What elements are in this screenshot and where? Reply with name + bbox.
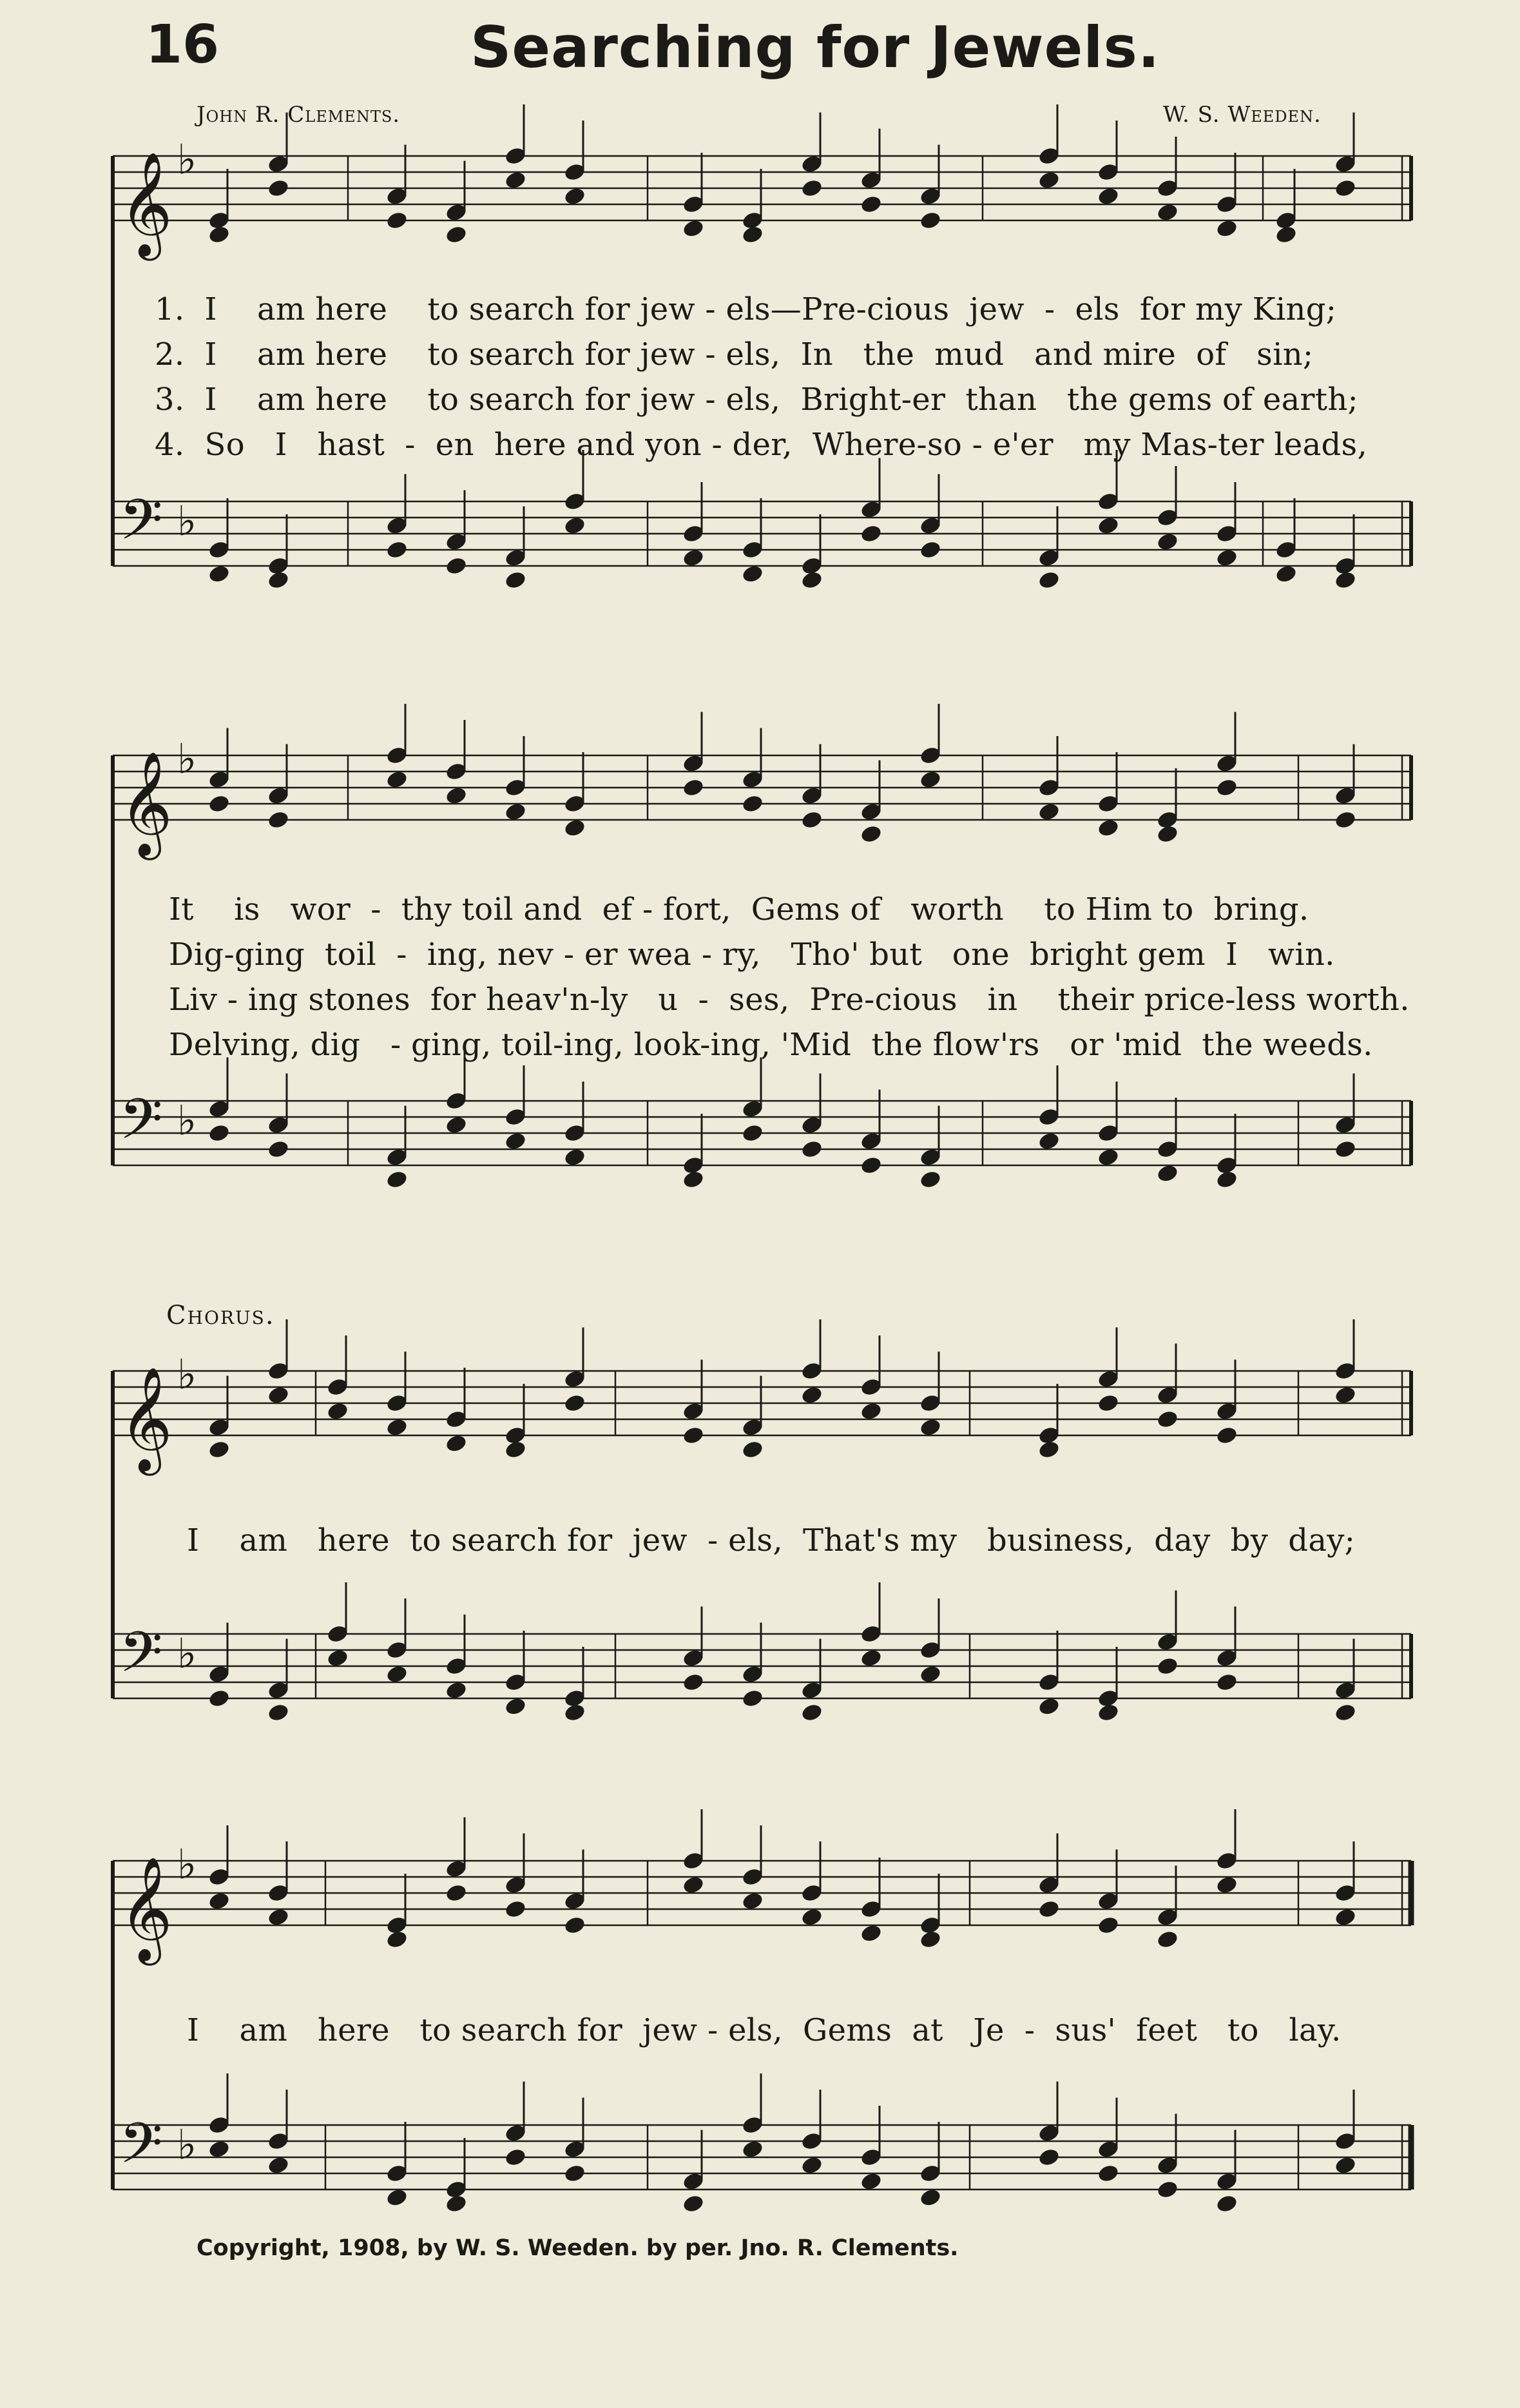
note-head <box>1334 810 1357 830</box>
note-head <box>860 523 883 544</box>
note-head <box>563 1393 586 1413</box>
note-head <box>504 170 527 191</box>
note-head <box>1037 802 1061 822</box>
note-head <box>207 564 231 585</box>
note-head <box>1037 1439 1061 1460</box>
note-head <box>267 1385 290 1406</box>
note-head <box>1215 1875 1238 1896</box>
chorus-label: Chorus. <box>166 1301 275 1330</box>
note-head <box>741 793 764 814</box>
note-head <box>1156 2179 1179 2200</box>
copyright-notice: Copyright, 1908, by W. S. Weeden. by per. Jno. R. Clements. <box>197 2235 959 2261</box>
note-head <box>919 770 942 790</box>
note-head <box>860 2171 883 2192</box>
note-head <box>385 539 409 560</box>
page-number: 16 <box>146 14 220 75</box>
note-head <box>267 1907 290 1928</box>
flat-key-signature-icon: ♭ <box>177 1351 197 1399</box>
note-head <box>385 210 409 231</box>
treble-clef-icon: 𝄞 <box>119 151 173 257</box>
note-head <box>326 1401 349 1422</box>
note-head <box>385 1417 409 1438</box>
note-head <box>445 1883 468 1903</box>
note-head <box>563 1702 586 1723</box>
bass-clef-icon: 𝄢 <box>119 487 163 566</box>
note-head <box>504 1696 527 1717</box>
treble-clef-icon: 𝄞 <box>119 1366 173 1471</box>
note-head <box>267 2155 290 2176</box>
note-head <box>445 2193 468 2214</box>
note-head <box>563 516 586 536</box>
note-head <box>207 1439 231 1460</box>
flat-key-signature-icon: ♭ <box>177 735 197 784</box>
note-head <box>1097 2163 1120 2184</box>
note-head <box>504 570 527 590</box>
note-head <box>1037 170 1061 191</box>
note-head <box>504 2147 527 2168</box>
author-credit: John R. Clements. <box>197 102 401 128</box>
note-head <box>1037 570 1061 590</box>
composer-credit: W. S. Weeden. <box>1163 102 1322 128</box>
note-head <box>682 1672 705 1693</box>
note-head <box>385 2188 409 2208</box>
note-head <box>1156 1163 1179 1184</box>
note-head <box>385 770 409 790</box>
note-head <box>1215 1672 1238 1693</box>
note-head <box>800 178 823 199</box>
note-head <box>1097 818 1120 839</box>
note-head <box>1215 777 1238 798</box>
note-head <box>207 1123 231 1143</box>
note-head <box>1334 1702 1357 1723</box>
note-head <box>1037 2147 1061 2168</box>
note-head <box>563 186 586 207</box>
note-head <box>741 2139 764 2160</box>
note-head <box>741 1688 764 1709</box>
note-head <box>1275 224 1298 245</box>
note-head <box>1334 570 1357 590</box>
note-head <box>563 2163 586 2184</box>
note-head <box>800 1139 823 1160</box>
note-head <box>741 224 764 245</box>
note-head <box>1334 2155 1357 2176</box>
flat-key-signature-icon: ♭ <box>177 1097 197 1145</box>
note-head <box>919 539 942 560</box>
note-head <box>267 810 290 830</box>
verse-line-a-2: 2. I am here to search for jew - els, In the mud and mire of sin; <box>155 336 1314 373</box>
note-head <box>504 1899 527 1919</box>
note-head <box>741 1123 764 1143</box>
note-head <box>800 1702 823 1723</box>
note-head <box>1215 1169 1238 1190</box>
note-head <box>860 1401 883 1422</box>
note-head <box>741 564 764 585</box>
flat-key-signature-icon: ♭ <box>177 136 197 184</box>
note-head <box>207 224 231 245</box>
hymn-title: Searching for Jewels. <box>470 14 1160 81</box>
note-head <box>1097 1147 1120 1168</box>
note-head <box>741 1439 764 1460</box>
note-head <box>682 1425 705 1446</box>
note-head <box>445 1680 468 1701</box>
note-head <box>1156 824 1179 844</box>
verse-line-b-3: Liv - ing stones for heav'n-ly u - ses, Pre-cious in their price-less worth. <box>169 982 1410 1018</box>
note-head <box>800 2155 823 2176</box>
bass-clef-icon: 𝄢 <box>119 2111 163 2190</box>
note-head <box>1097 1702 1120 1723</box>
note-head <box>1156 1929 1179 1950</box>
note-head <box>445 1433 468 1454</box>
flat-key-signature-icon: ♭ <box>177 1630 197 1678</box>
note-head <box>741 1891 764 1912</box>
note-head <box>860 1648 883 1669</box>
note-head <box>860 824 883 844</box>
note-head <box>207 1688 231 1709</box>
note-head <box>1275 564 1298 585</box>
verse-line-b-4: Delving, dig - ging, toil-ing, look-ing, 'Mid the flow'rs or 'mid the weeds. <box>169 1027 1373 1063</box>
chorus-lyric-2: I am here to search for jew - els, Gems at Je - sus' feet to lay. <box>187 2012 1342 2048</box>
note-head <box>1097 186 1120 207</box>
note-head <box>267 570 290 590</box>
note-head <box>682 1169 705 1190</box>
note-head <box>919 210 942 231</box>
note-head <box>504 802 527 822</box>
note-head <box>860 194 883 215</box>
note-head <box>860 1923 883 1944</box>
note-head <box>1334 178 1357 199</box>
bass-clef-icon: 𝄢 <box>119 1620 163 1698</box>
verse-line-a-4: 4. So I hast - en here and yon - der, Where-so - e'er my Mas-ter leads, <box>155 427 1368 463</box>
flat-key-signature-icon: ♭ <box>177 1841 197 1889</box>
note-head <box>385 1929 409 1950</box>
verse-line-a-3: 3. I am here to search for jew - els, Bright-er than the gems of earth; <box>155 382 1359 418</box>
note-head <box>919 2188 942 2208</box>
note-head <box>563 1915 586 1936</box>
note-head <box>267 178 290 199</box>
flat-key-signature-icon: ♭ <box>177 2121 197 2170</box>
verse-line-b-1: It is wor - thy toil and ef - fort, Gems of worth to Him to bring. <box>169 891 1309 927</box>
note-head <box>1037 1899 1061 1919</box>
note-head <box>385 1664 409 1685</box>
note-head <box>800 1907 823 1928</box>
note-head <box>1215 218 1238 239</box>
note-head <box>267 1702 290 1723</box>
note-head <box>682 777 705 798</box>
note-head <box>563 818 586 839</box>
note-head <box>800 810 823 830</box>
note-head <box>919 1664 942 1685</box>
note-head <box>504 1439 527 1460</box>
note-head <box>445 556 468 576</box>
note-head <box>800 1385 823 1406</box>
note-head <box>919 1169 942 1190</box>
note-head <box>1097 516 1120 536</box>
note-head <box>1037 1131 1061 1152</box>
note-head <box>1156 532 1179 552</box>
note-head <box>1215 2193 1238 2214</box>
note-head <box>1156 1409 1179 1430</box>
note-head <box>1156 202 1179 223</box>
note-head <box>563 1147 586 1168</box>
note-head <box>682 548 705 568</box>
note-head <box>267 1139 290 1160</box>
note-head <box>919 1417 942 1438</box>
note-head <box>919 1929 942 1950</box>
note-head <box>207 1891 231 1912</box>
note-head <box>1334 1385 1357 1406</box>
note-head <box>682 218 705 239</box>
verse-line-a-1: 1. I am here to search for jew - els—Pre-cious jew - els for my King; <box>155 291 1337 327</box>
flat-key-signature-icon: ♭ <box>177 498 197 546</box>
note-head <box>1215 1425 1238 1446</box>
note-head <box>1097 1393 1120 1413</box>
note-head <box>326 1648 349 1669</box>
note-head <box>860 1155 883 1176</box>
note-head <box>445 786 468 806</box>
verse-line-b-2: Dig-ging toil - ing, nev - er wea - ry, Tho' but one bright gem I win. <box>169 937 1335 973</box>
note-head <box>800 570 823 590</box>
treble-clef-icon: 𝄞 <box>119 751 173 856</box>
note-head <box>1334 1139 1357 1160</box>
note-head <box>504 1131 527 1152</box>
note-head <box>1156 1656 1179 1676</box>
note-head <box>1215 548 1238 568</box>
chorus-lyric-1: I am here to search for jew - els, That's my business, day by day; <box>187 1522 1356 1558</box>
bass-clef-icon: 𝄢 <box>119 1087 163 1165</box>
note-head <box>1037 1696 1061 1717</box>
note-head <box>385 1169 409 1190</box>
note-head <box>682 1875 705 1896</box>
note-head <box>445 224 468 245</box>
note-head <box>1334 1907 1357 1928</box>
note-head <box>1097 1915 1120 1936</box>
treble-clef-icon: 𝄞 <box>119 1856 173 1961</box>
note-head <box>445 1115 468 1136</box>
note-head <box>207 793 231 814</box>
note-head <box>682 2193 705 2214</box>
note-head <box>207 2139 231 2160</box>
